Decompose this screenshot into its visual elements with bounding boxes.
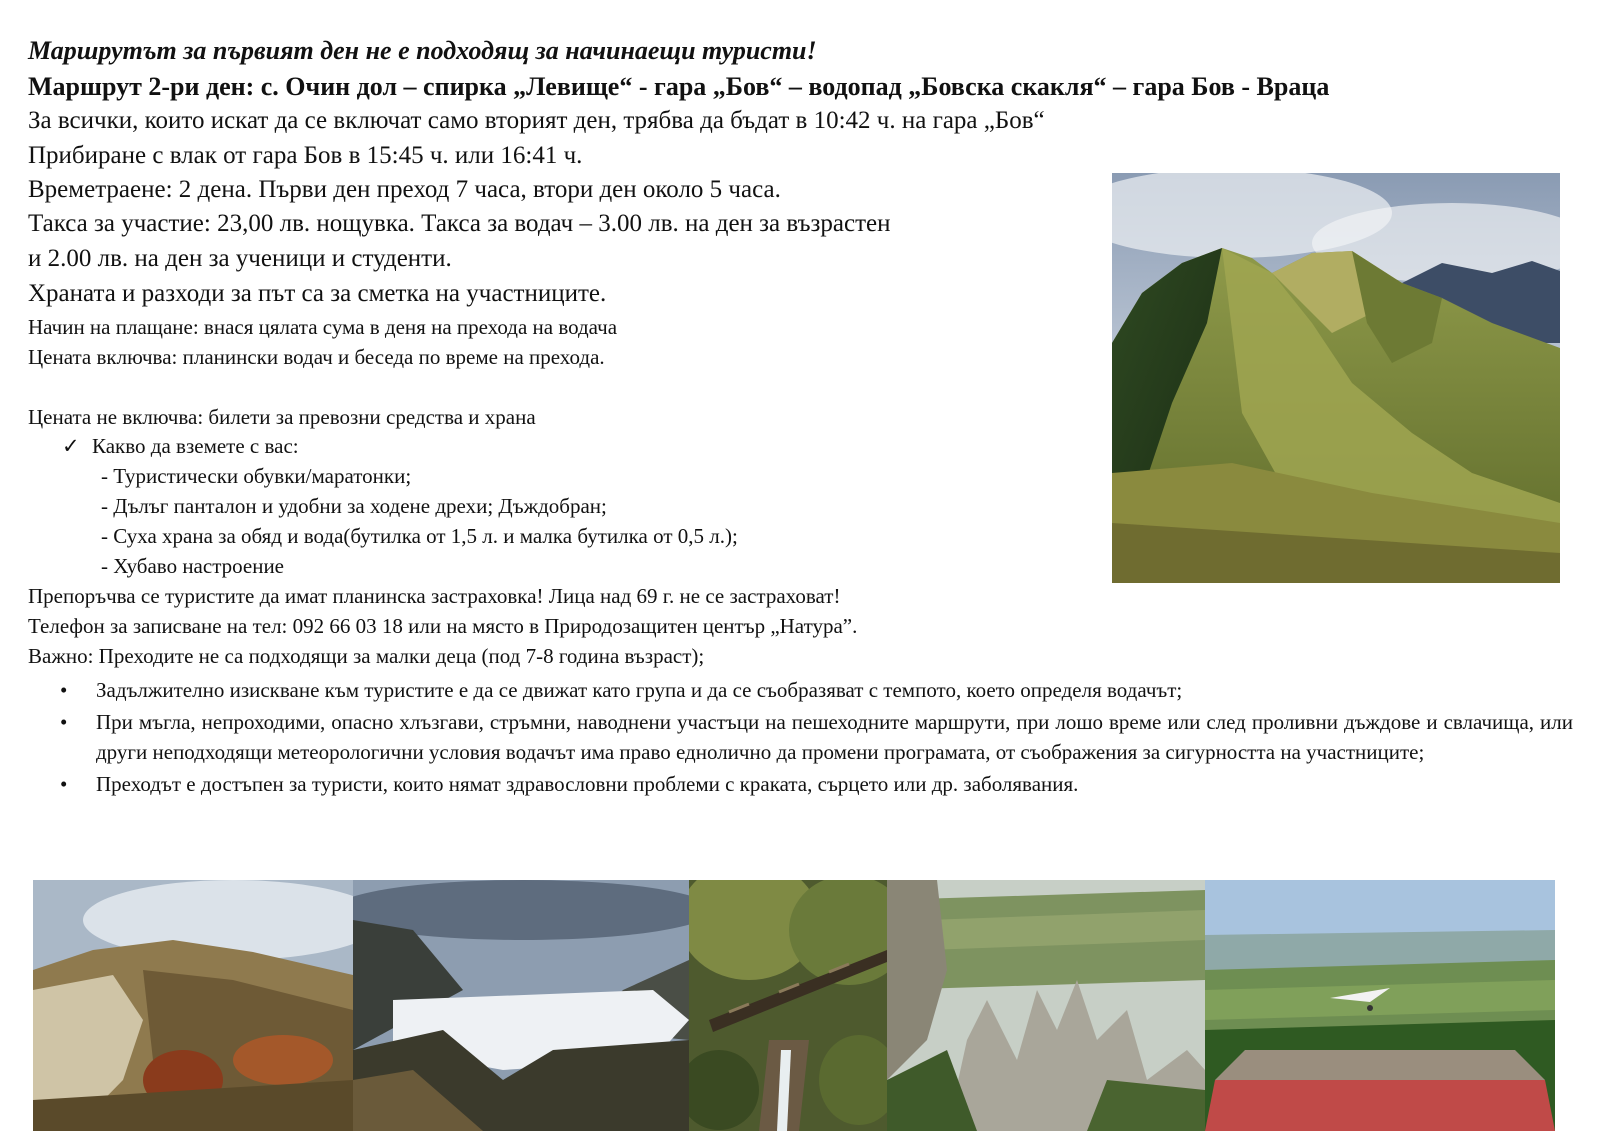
payment-info: Начин на плащане: внася цялата сума в деня на прехода на водача bbox=[28, 315, 618, 339]
packing-item: - Туристически обувки/маратонки; bbox=[101, 464, 412, 488]
packing-heading-text: Какво да вземете с вас: bbox=[92, 434, 299, 458]
rule-text: При мъгла, непроходими, опасно хлъзгави, стръмни, наводнени участъци на пешеходните маршрути, при лошо време или след проливни дъждове и свлачища, или други неподходящи метеорологични условия водачът има право еднолично да промени програмата, от съображения за сигурността на участниците; bbox=[96, 710, 1573, 764]
beginner-warning: Маршрутът за първият ден не е подходящ за начинаещи туристи! bbox=[28, 36, 817, 65]
important-note: Важно: Преходите не са подходящи за малки деца (под 7-8 година възраст); bbox=[28, 644, 705, 668]
packing-item: - Дълъг панталон и удобни за ходене дрехи; Дъждобран; bbox=[101, 494, 607, 518]
rule-text: Задължително изискване към туристите е да се движат като група и да се съобразяват с темпото, което определя водачът; bbox=[96, 678, 1183, 702]
insurance-note: Препоръчва се туристите да имат планинска застраховка! Лица над 69 г. не се застраховат! bbox=[28, 584, 841, 608]
mountain-ridge-photo bbox=[1112, 173, 1560, 583]
hang-glider-view-photo bbox=[1205, 880, 1555, 1131]
waterfall-bridge-photo bbox=[689, 880, 887, 1131]
bullet-icon: • bbox=[60, 678, 68, 702]
rock-formations-photo bbox=[887, 880, 1205, 1131]
rule-item bbox=[60, 675, 1573, 705]
rules-list bbox=[60, 675, 1573, 801]
packing-item: - Суха храна за обяд и вода(бутилка от 1,5 л. и малка бутилка от 0,5 л.); bbox=[101, 524, 738, 548]
rule-item bbox=[60, 769, 1573, 799]
packing-heading bbox=[62, 434, 299, 459]
price-includes: Цената включва: планински водач и беседа по време на прехода. bbox=[28, 345, 605, 369]
rule-item bbox=[60, 707, 1573, 767]
fee-info-line2: и 2.00 лв. на ден за ученици и студенти. bbox=[28, 245, 452, 272]
rule-text: Преходът е достъпен за туристи, които нямат здравословни проблеми с краката, сърцето или др. заболявания. bbox=[96, 772, 1079, 796]
bullet-icon: • bbox=[60, 710, 68, 734]
check-icon: ✓ bbox=[62, 434, 80, 458]
fog-valley-photo bbox=[353, 880, 689, 1131]
photo-gallery bbox=[33, 880, 1561, 1131]
fee-info-line1: Такса за участие: 23,00 лв. нощувка. Такса за водач – 3.00 лв. на ден за възрастен bbox=[28, 210, 891, 237]
packing-item: - Хубаво настроение bbox=[101, 554, 285, 578]
autumn-cliffs-photo bbox=[33, 880, 353, 1131]
price-excludes: Цената не включва: билети за превозни средства и храна bbox=[28, 405, 536, 429]
route-title: Маршрут 2-ри ден: с. Очин дол – спирка „Левище“ - гара „Бов“ – водопад „Бовска скакля“ – гара Бов - Враца bbox=[28, 72, 1330, 101]
duration-info: Времетраене: 2 дена. Първи ден преход 7 часа, втори ден около 5 часа. bbox=[28, 176, 781, 203]
food-info: Храната и разходи за път са за сметка на участниците. bbox=[28, 280, 607, 307]
return-info: Прибиране с влак от гара Бов в 15:45 ч. или 16:41 ч. bbox=[28, 142, 583, 169]
meeting-info: За всички, които искат да се включат само вторият ден, трябва да бъдат в 10:42 ч. на гара „Бов“ bbox=[28, 107, 1045, 134]
phone-note: Телефон за записване на тел: 092 66 03 18 или на място в Природозащитен център „Натура”. bbox=[28, 614, 858, 638]
bullet-icon: • bbox=[60, 772, 68, 796]
